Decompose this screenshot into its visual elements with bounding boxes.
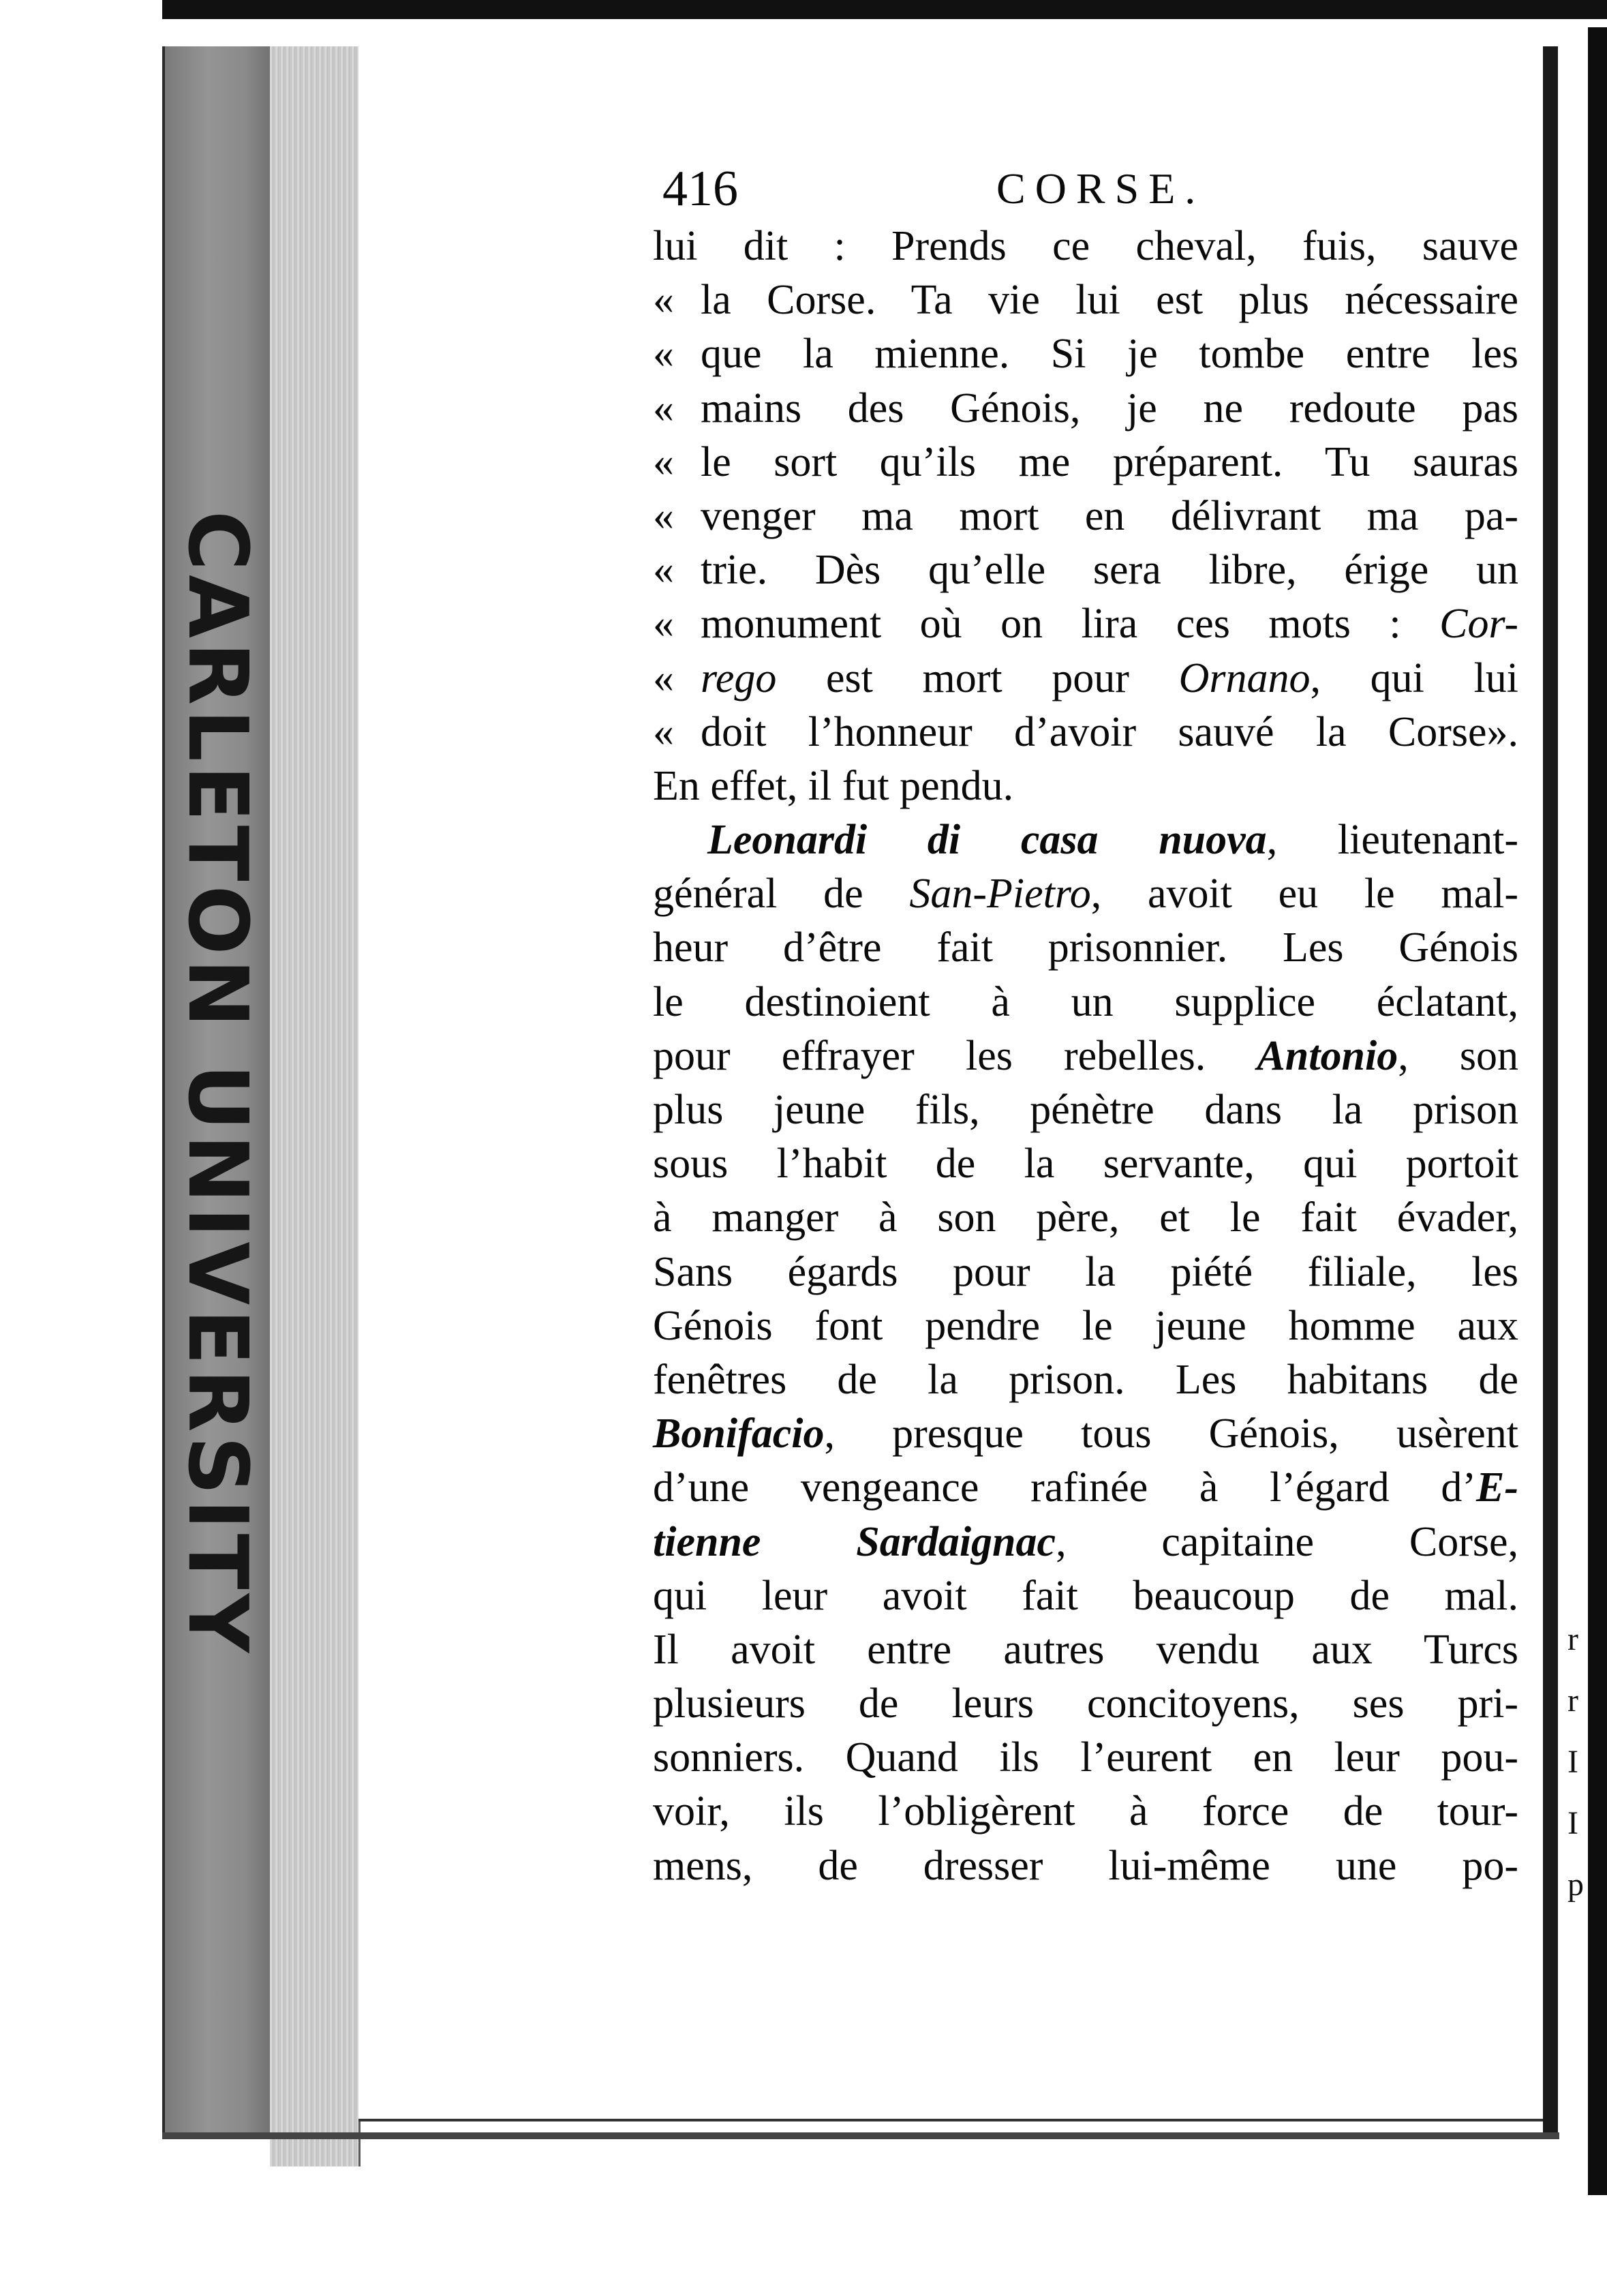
text-line (653, 1515, 1518, 1569)
text-segment: mains des Génois, je ne redoute pas (701, 384, 1518, 432)
text-segment: le destinoient à un supplice éclatant, (653, 978, 1518, 1025)
facing-page-glyph: I (1567, 1744, 1578, 1780)
text-segment: est mort pour (776, 654, 1179, 701)
text-segment: Il avoit entre autres vendu aux Turcs (653, 1626, 1518, 1673)
text-line (653, 1083, 1518, 1137)
text-line (653, 1785, 1518, 1839)
text-segment: , qui lui (1310, 654, 1518, 701)
text-segment: plusieurs de leurs concitoyens, ses pri- (653, 1680, 1518, 1727)
text-line (653, 867, 1518, 921)
text-segment: la Corse. Ta vie lui est plus nécessaire (701, 277, 1518, 324)
facing-page-glyph: p (1567, 1867, 1584, 1903)
italic-segment: Cor- (1439, 601, 1518, 648)
text-segment: sonniers. Quand ils l’eurent en leur pou- (653, 1734, 1518, 1781)
text-line (653, 652, 1518, 706)
text-segment: En effet, il fut pendu. (653, 762, 1014, 809)
quote-mark: « (653, 438, 674, 485)
text-segment: voir, ils l’obligèrent à force de tour- (653, 1788, 1518, 1835)
quote-mark: « (653, 277, 674, 324)
italic-segment: Ornano (1178, 654, 1311, 701)
text-segment: heur d’être fait prisonnier. Les Génois (653, 924, 1518, 971)
text-segment: , son (1398, 1032, 1518, 1079)
text-line (653, 1623, 1518, 1677)
text-segment: Sans égards pour la piété filiale, les (653, 1248, 1518, 1295)
text-line (653, 1677, 1518, 1731)
quote-mark: « (653, 654, 674, 701)
text-line (653, 759, 1518, 813)
text-segment: monument où on lira ces mots : (701, 601, 1440, 648)
right-gutter-shadow (1543, 46, 1558, 2132)
text-segment: général de (653, 871, 910, 918)
quote-mark: « (653, 492, 674, 539)
running-head (662, 158, 1521, 220)
text-segment: , avoit eu le mal- (1090, 871, 1518, 918)
text-line (653, 273, 1518, 327)
spine-stamp-text: CARLETON UNIVERSITY (170, 511, 264, 1657)
text-segment: fenêtres de la prison. Les habitans de (653, 1356, 1518, 1403)
text-segment: que la mienne. Si je tombe entre les (701, 331, 1518, 378)
italic-segment: Antonio (1257, 1032, 1398, 1079)
facing-page-fragments (1567, 1609, 1588, 1916)
italic-segment: San-Pietro (909, 871, 1091, 918)
text-line (653, 1407, 1518, 1461)
text-segment: , presque tous Génois, usèrent (824, 1410, 1518, 1457)
text-line (653, 543, 1518, 597)
text-line (653, 382, 1518, 436)
quote-mark: « (653, 708, 674, 755)
text-line (653, 921, 1518, 975)
text-segment: Génois font pendre le jeune homme aux (653, 1302, 1518, 1349)
italic-segment: Bonifacio (653, 1410, 825, 1457)
page-block-edges (270, 46, 361, 2166)
scan-left-margin (0, 0, 162, 2296)
text-segment: doit l’honneur d’avoir sauvé la Corse». (701, 708, 1518, 755)
text-line (653, 1353, 1518, 1407)
running-title: CORSE. (996, 164, 1206, 213)
quote-mark: « (653, 384, 674, 432)
text-segment: à manger à son père, et le fait évader, (653, 1194, 1518, 1241)
text-line (653, 1731, 1518, 1785)
text-line (653, 706, 1518, 759)
text-line (653, 436, 1518, 489)
text-line (653, 1839, 1518, 1893)
text-segment: , capitaine Corse, (1056, 1518, 1518, 1565)
text-line (653, 597, 1518, 651)
text-segment: plus jeune fils, pénètre dans la prison (653, 1087, 1518, 1133)
text-line (653, 220, 1518, 273)
italic-segment: Leonardi di casa nuova (707, 817, 1267, 864)
text-line (653, 813, 1518, 867)
text-segment: sous l’habit de la servante, qui portoit (653, 1141, 1518, 1188)
text-segment: d’une vengeance rafinée à l’égard d’ (653, 1464, 1476, 1511)
page-bottom-shadow (162, 2132, 1559, 2139)
facing-page-glyph: r (1567, 1682, 1578, 1719)
text-line (653, 1299, 1518, 1353)
text-line (653, 1029, 1518, 1083)
text-segment: , lieutenant- (1266, 817, 1518, 864)
facing-page-glyph: r (1567, 1621, 1578, 1657)
scan-top-border (0, 0, 1607, 19)
text-segment: trie. Dès qu’elle sera libre, érige un (701, 547, 1518, 594)
text-line (653, 327, 1518, 381)
text-line (653, 976, 1518, 1029)
italic-segment: E- (1476, 1464, 1518, 1511)
text-segment: pour effrayer les rebelles. (653, 1032, 1257, 1079)
quote-mark: « (653, 331, 674, 378)
text-line (653, 1137, 1518, 1191)
quote-mark: « (653, 601, 674, 648)
facing-page-glyph: I (1567, 1805, 1578, 1841)
text-line (653, 1245, 1518, 1299)
text-line (653, 489, 1518, 543)
italic-segment: tienne Sardaignac (653, 1518, 1056, 1565)
body-text (653, 220, 1518, 1893)
text-segment: le sort qu’ils me préparent. Tu sauras (701, 438, 1518, 485)
text-segment: venger ma mort en délivrant ma pa- (701, 492, 1518, 539)
scan-right-border (1588, 27, 1607, 2195)
quote-mark: « (653, 547, 674, 594)
page-number: 416 (662, 161, 738, 217)
scan-speck (867, 1, 882, 16)
text-line (653, 1569, 1518, 1623)
text-segment: lui dit : Prends ce cheval, fuis, sauve (653, 223, 1518, 269)
text-segment: qui leur avoit fait beaucoup de mal. (653, 1572, 1518, 1619)
italic-segment: rego (701, 654, 777, 701)
text-segment: mens, de dresser lui-même une po- (653, 1842, 1518, 1889)
text-line (653, 1191, 1518, 1245)
text-line (653, 1461, 1518, 1515)
